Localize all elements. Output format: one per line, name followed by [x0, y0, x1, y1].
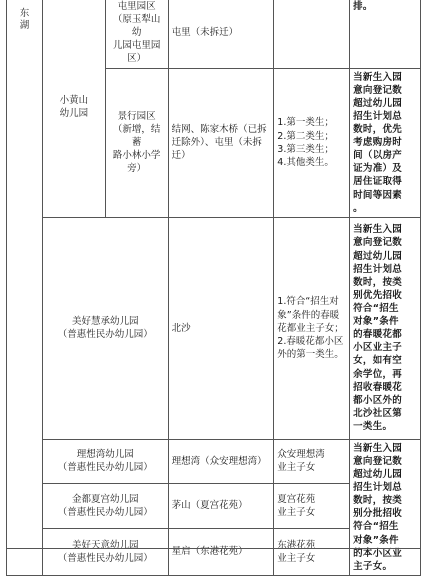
district-char: 湖: [19, 19, 30, 31]
enrollment-order: 众安理想湾 业主子女: [274, 439, 350, 483]
enrollment-note: 排。: [350, 0, 421, 68]
table-row: [7, 439, 421, 483]
enrollment-area: 北沙: [168, 217, 274, 439]
shared-enrollment-note: 当新生入园 意向登记数 超过幼儿园 招生计划总 数时，按类 别分批招收 符合“招生 对象”条件 的本小区业 主子女。: [350, 439, 421, 575]
enrollment-order: 1.第一类生； 2.第二类生； 3.第三类生； 4.其他类生。: [274, 68, 350, 217]
enrollment-note: 当新生入园 意向登记数 超过幼儿园 招生计划总 数时，优先 考虑购房时 间（以房产 证为准）及 居住证取得 时间等因素 。: [350, 68, 421, 217]
enrollment-order: 东港花苑 业主子女: [274, 528, 350, 575]
kindergarten-name: 金都夏宫幼儿园 （普惠性民办幼儿园）: [42, 483, 168, 528]
enrollment-area: 星启（东港花苑）: [168, 528, 274, 575]
enrollment-table: [6, 0, 421, 576]
kindergarten-name: 小黄山 幼儿园: [42, 0, 105, 217]
kindergarten-name: 美好天意幼儿园 （普惠性民办幼儿园）: [42, 528, 168, 575]
enrollment-area: 屯里（未拆迁）: [168, 0, 274, 68]
enrollment-order: 1.符合“招生对 象”条件的春暖 花都业主子女； 2.春暖花都小区 外的第一类生。: [274, 217, 350, 439]
enrollment-area: 茅山（夏宫花苑）: [168, 483, 274, 528]
kindergarten-name: 理想湾幼儿园 （普惠性民办幼儿园）: [42, 439, 168, 483]
next-row-border: [6, 548, 421, 553]
enrollment-area: 理想湾（众安理想湾）: [168, 439, 274, 483]
district-char: 东: [19, 8, 30, 19]
campus-name: 屯里园区 （原玉犁山幼 儿园屯里园 区）: [105, 0, 168, 68]
enrollment-order: [274, 0, 350, 68]
campus-name: 景行园区 （新增，结蓄 路小林小学 旁）: [105, 68, 168, 217]
table-row: [7, 0, 421, 68]
enrollment-order: 夏宫花苑 业主子女: [274, 483, 350, 528]
district-cell: [7, 0, 43, 575]
kindergarten-name: 美好慧承幼儿园 （普惠性民办幼儿园）: [42, 217, 168, 439]
table-row: [7, 217, 421, 439]
enrollment-note: 当新生入园 意向登记数 超过幼儿园 招生计划总 数时，按类 别优先招收 符合“招生 对象”条件 的春暖花都 小区业主子 女，如有空 余学位，再 招收春暖花 都小区外的 北沙社区第 一类生。: [350, 217, 421, 439]
enrollment-area: 结网、陈家木桥（已拆 迁除外）、屯里（未拆 迁）: [168, 68, 274, 217]
